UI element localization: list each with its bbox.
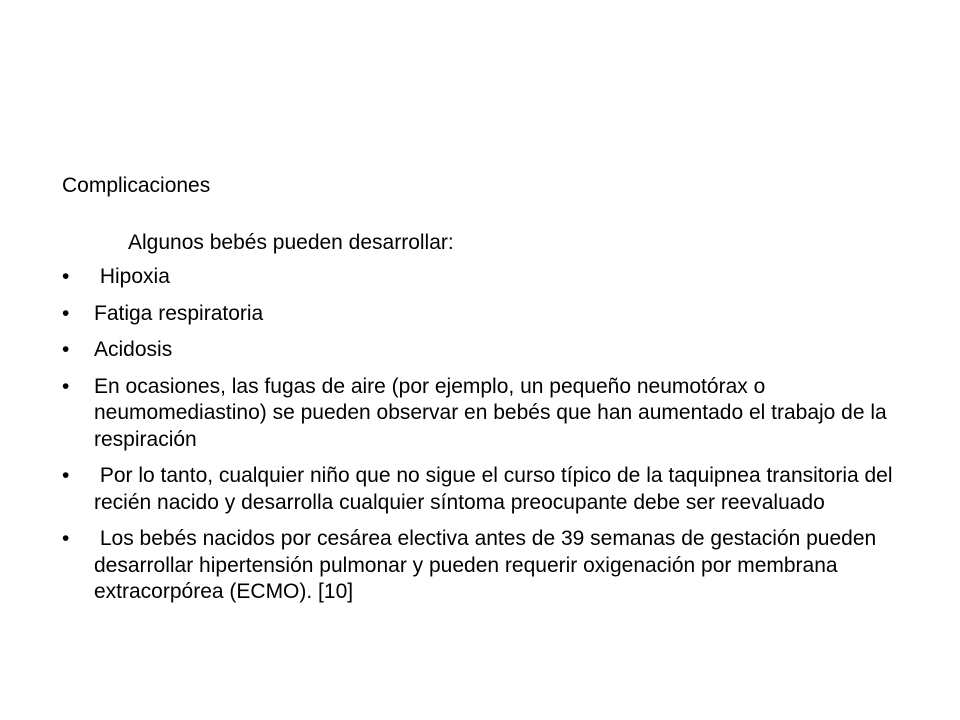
bullet-icon: • xyxy=(62,301,70,325)
bullet-text: Hipoxia xyxy=(94,265,170,288)
bullet-text: Los bebés nacidos por cesárea electiva antes de 39 semanas de gestación pueden desarrollar hipertensión pulmonar y pueden requerir oxigenación por membrana extracorpórea (ECMO). [10] xyxy=(94,527,883,603)
intro-text: Algunos bebés pueden desarrollar: xyxy=(128,231,454,254)
bullet-text: Fatiga respiratoria xyxy=(94,301,264,325)
bullet-item-fatiga xyxy=(62,301,922,328)
bullet-item-fugas-aire xyxy=(62,374,922,454)
slide-heading: Complicaciones xyxy=(62,174,211,197)
bullet-text: Por lo tanto, cualquier niño que no sigue el curso típico de la taquipnea transitoria del recién nacido y desarrolla cualquier síntoma preocupante debe ser reevaluado xyxy=(94,464,899,514)
bullet-icon: • xyxy=(62,338,70,361)
bullet-text: En ocasiones, las fugas de aire (por ejemplo, un pequeño neumotórax o neumomediastino) se pueden observar en bebés que han aumentado el trabajo de la respiración xyxy=(94,374,887,451)
bullet-item-cesarea xyxy=(62,526,922,606)
bullet-icon: • xyxy=(62,374,70,398)
bullet-list xyxy=(62,264,922,616)
bullet-item-reevaluacion xyxy=(62,463,922,516)
bullet-item-acidosis xyxy=(62,337,922,364)
bullet-icon: • xyxy=(62,527,70,550)
bullet-icon: • xyxy=(62,464,70,487)
bullet-icon: • xyxy=(62,265,70,288)
bullet-text: Acidosis xyxy=(94,338,173,361)
bullet-item-hipoxia xyxy=(62,264,922,291)
